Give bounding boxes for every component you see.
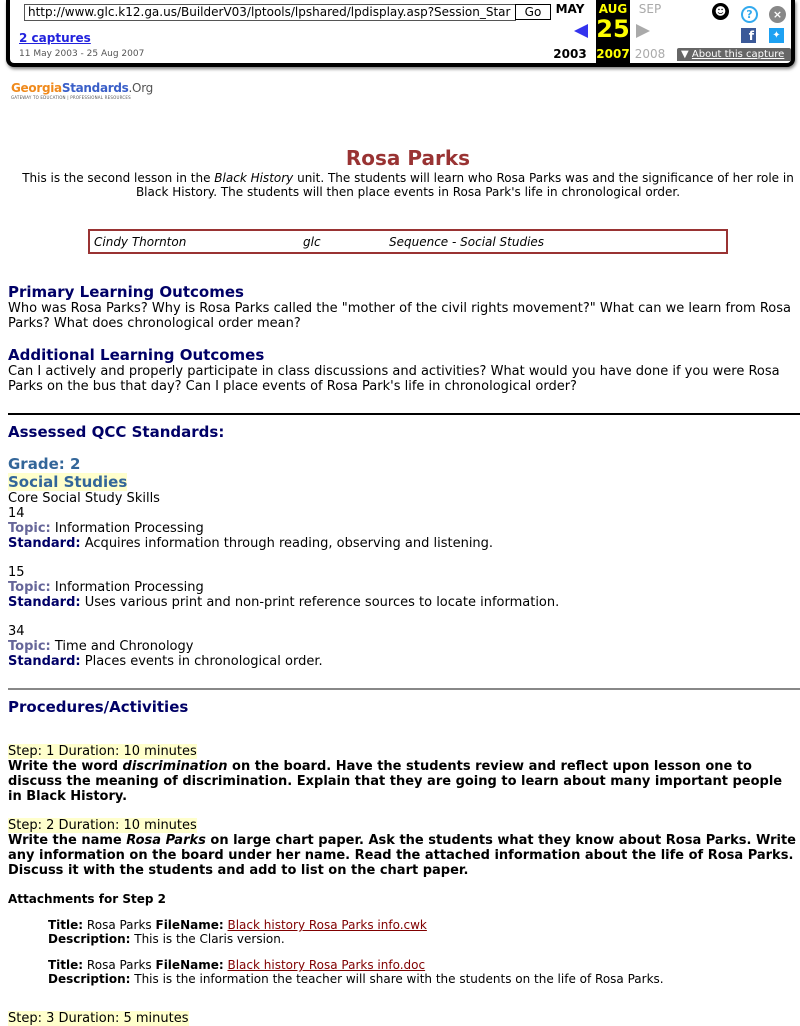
current-year: 2007 (596, 47, 630, 61)
go-button[interactable]: Go (515, 4, 551, 20)
attachment-item: Title: Rosa Parks FileName: Black history Rosa Parks info.cwk (48, 918, 427, 932)
wayback-toolbar (6, 0, 795, 67)
divider (8, 688, 800, 690)
standard-topic: Topic: Information Processing (8, 521, 204, 536)
captures-link[interactable]: 2 captures (19, 31, 91, 45)
georgia-standards-logo[interactable] (11, 82, 153, 100)
url-input[interactable]: http://www.glc.k12.ga.us/BuilderV03/lptools/lpshared/lpdisplay.asp?Session_Star (24, 4, 516, 21)
current-month: AUG (598, 2, 628, 16)
next-month: SEP (638, 2, 662, 16)
strand-label: Core Social Study Skills (8, 491, 160, 506)
lesson-meta-box (88, 229, 728, 254)
step-header: Step: 2 Duration: 10 minutes (8, 818, 197, 833)
capture-date-range: 11 May 2003 - 25 Aug 2007 (19, 49, 145, 59)
category: Sequence - Social Studies (389, 235, 545, 249)
twitter-icon[interactable]: ✦ (769, 28, 784, 43)
standard-number: 15 (8, 565, 25, 580)
additional-outcomes-heading: Additional Learning Outcomes (8, 346, 265, 364)
step-body: Write the name Rosa Parks on large chart paper. Ask the students what they know about Rosa Parks. Write any information on the board under her name. Read the attached information about the life of Rosa Parks. Discuss it with the students and add to list on the chart paper. (8, 833, 796, 878)
standard-topic: Topic: Time and Chronology (8, 639, 194, 654)
caret-down-icon: ▼ (681, 49, 689, 60)
standard-text: Standard: Uses various print and non-print reference sources to locate information. (8, 595, 560, 610)
user-icon[interactable]: ☻ (712, 3, 729, 20)
attachment-description: Description: This is the information the teacher will share with the students on the life of Rosa Parks. (48, 972, 664, 986)
attachment-link[interactable]: Black history Rosa Parks info.doc (227, 958, 426, 972)
next-capture[interactable] (630, 0, 670, 63)
attachment-link[interactable]: Black history Rosa Parks info.cwk (227, 918, 427, 932)
about-capture-label: About this capture (691, 49, 785, 60)
lesson-intro: This is the second lesson in the Black History unit. The students will learn who Rosa Parks was and the significance of her role in Black History. The students will then place events in Rosa Park's life in chronological order. (22, 171, 794, 199)
standard-text: Standard: Acquires information through reading, observing and listening. (8, 536, 494, 551)
subject-label: Social Studies (8, 473, 128, 491)
attachments-heading: Attachments for Step 2 (8, 892, 166, 906)
step-header: Step: 3 Duration: 5 minutes (8, 1011, 189, 1026)
standard-number: 34 (8, 624, 25, 639)
prev-month: MAY (555, 2, 585, 16)
prev-year: 2003 (553, 47, 587, 61)
procedures-heading: Procedures/Activities (8, 698, 189, 716)
close-icon[interactable]: × (769, 6, 786, 23)
help-icon[interactable]: ? (741, 6, 758, 23)
facebook-icon[interactable]: f (741, 28, 756, 43)
standard-number: 14 (8, 506, 25, 521)
about-capture-button[interactable] (677, 48, 791, 61)
standard-text: Standard: Places events in chronological order. (8, 654, 323, 669)
grade-label: Grade: 2 (8, 455, 81, 473)
additional-outcomes-text: Can I actively and properly participate in class discussions and activities? What would you have done if you were Rosa Parks on the bus that day? Can I place events of Rosa Park's life in chronological order? (8, 364, 780, 394)
divider (8, 413, 800, 415)
logo-text: GeorgiaStandards.Org (11, 81, 153, 95)
organization: glc (303, 235, 321, 249)
next-arrow-icon[interactable] (636, 24, 650, 38)
page-title: Rosa Parks (345, 146, 471, 170)
standards-heading: Assessed QCC Standards: (8, 423, 225, 441)
step-body: Write the word discrimination on the board. Have the students review and reflect upon lesson one to discuss the meaning of discrimination. Explain that they are going to learn about many important people in Black History. (8, 759, 783, 804)
next-year: 2008 (634, 47, 666, 61)
current-day: 25 (596, 15, 630, 43)
primary-outcomes-text: Who was Rosa Parks? Why is Rosa Parks called the "mother of the civil rights movement?" What can we learn from Rosa Parks? What does chronological order mean? (8, 301, 791, 331)
author: Cindy Thornton (94, 235, 187, 249)
attachment-description: Description: This is the Claris version. (48, 932, 285, 946)
standard-topic: Topic: Information Processing (8, 580, 204, 595)
logo-tagline: GATEWAY TO EDUCATION | PROFESSIONAL RESOURCES (11, 95, 131, 100)
current-capture (596, 0, 630, 63)
step-header: Step: 1 Duration: 10 minutes (8, 744, 197, 759)
prev-arrow-icon[interactable] (574, 24, 588, 38)
prev-capture[interactable] (550, 0, 590, 63)
primary-outcomes-heading: Primary Learning Outcomes (8, 283, 244, 301)
attachment-item: Title: Rosa Parks FileName: Black history Rosa Parks info.doc (48, 958, 426, 972)
